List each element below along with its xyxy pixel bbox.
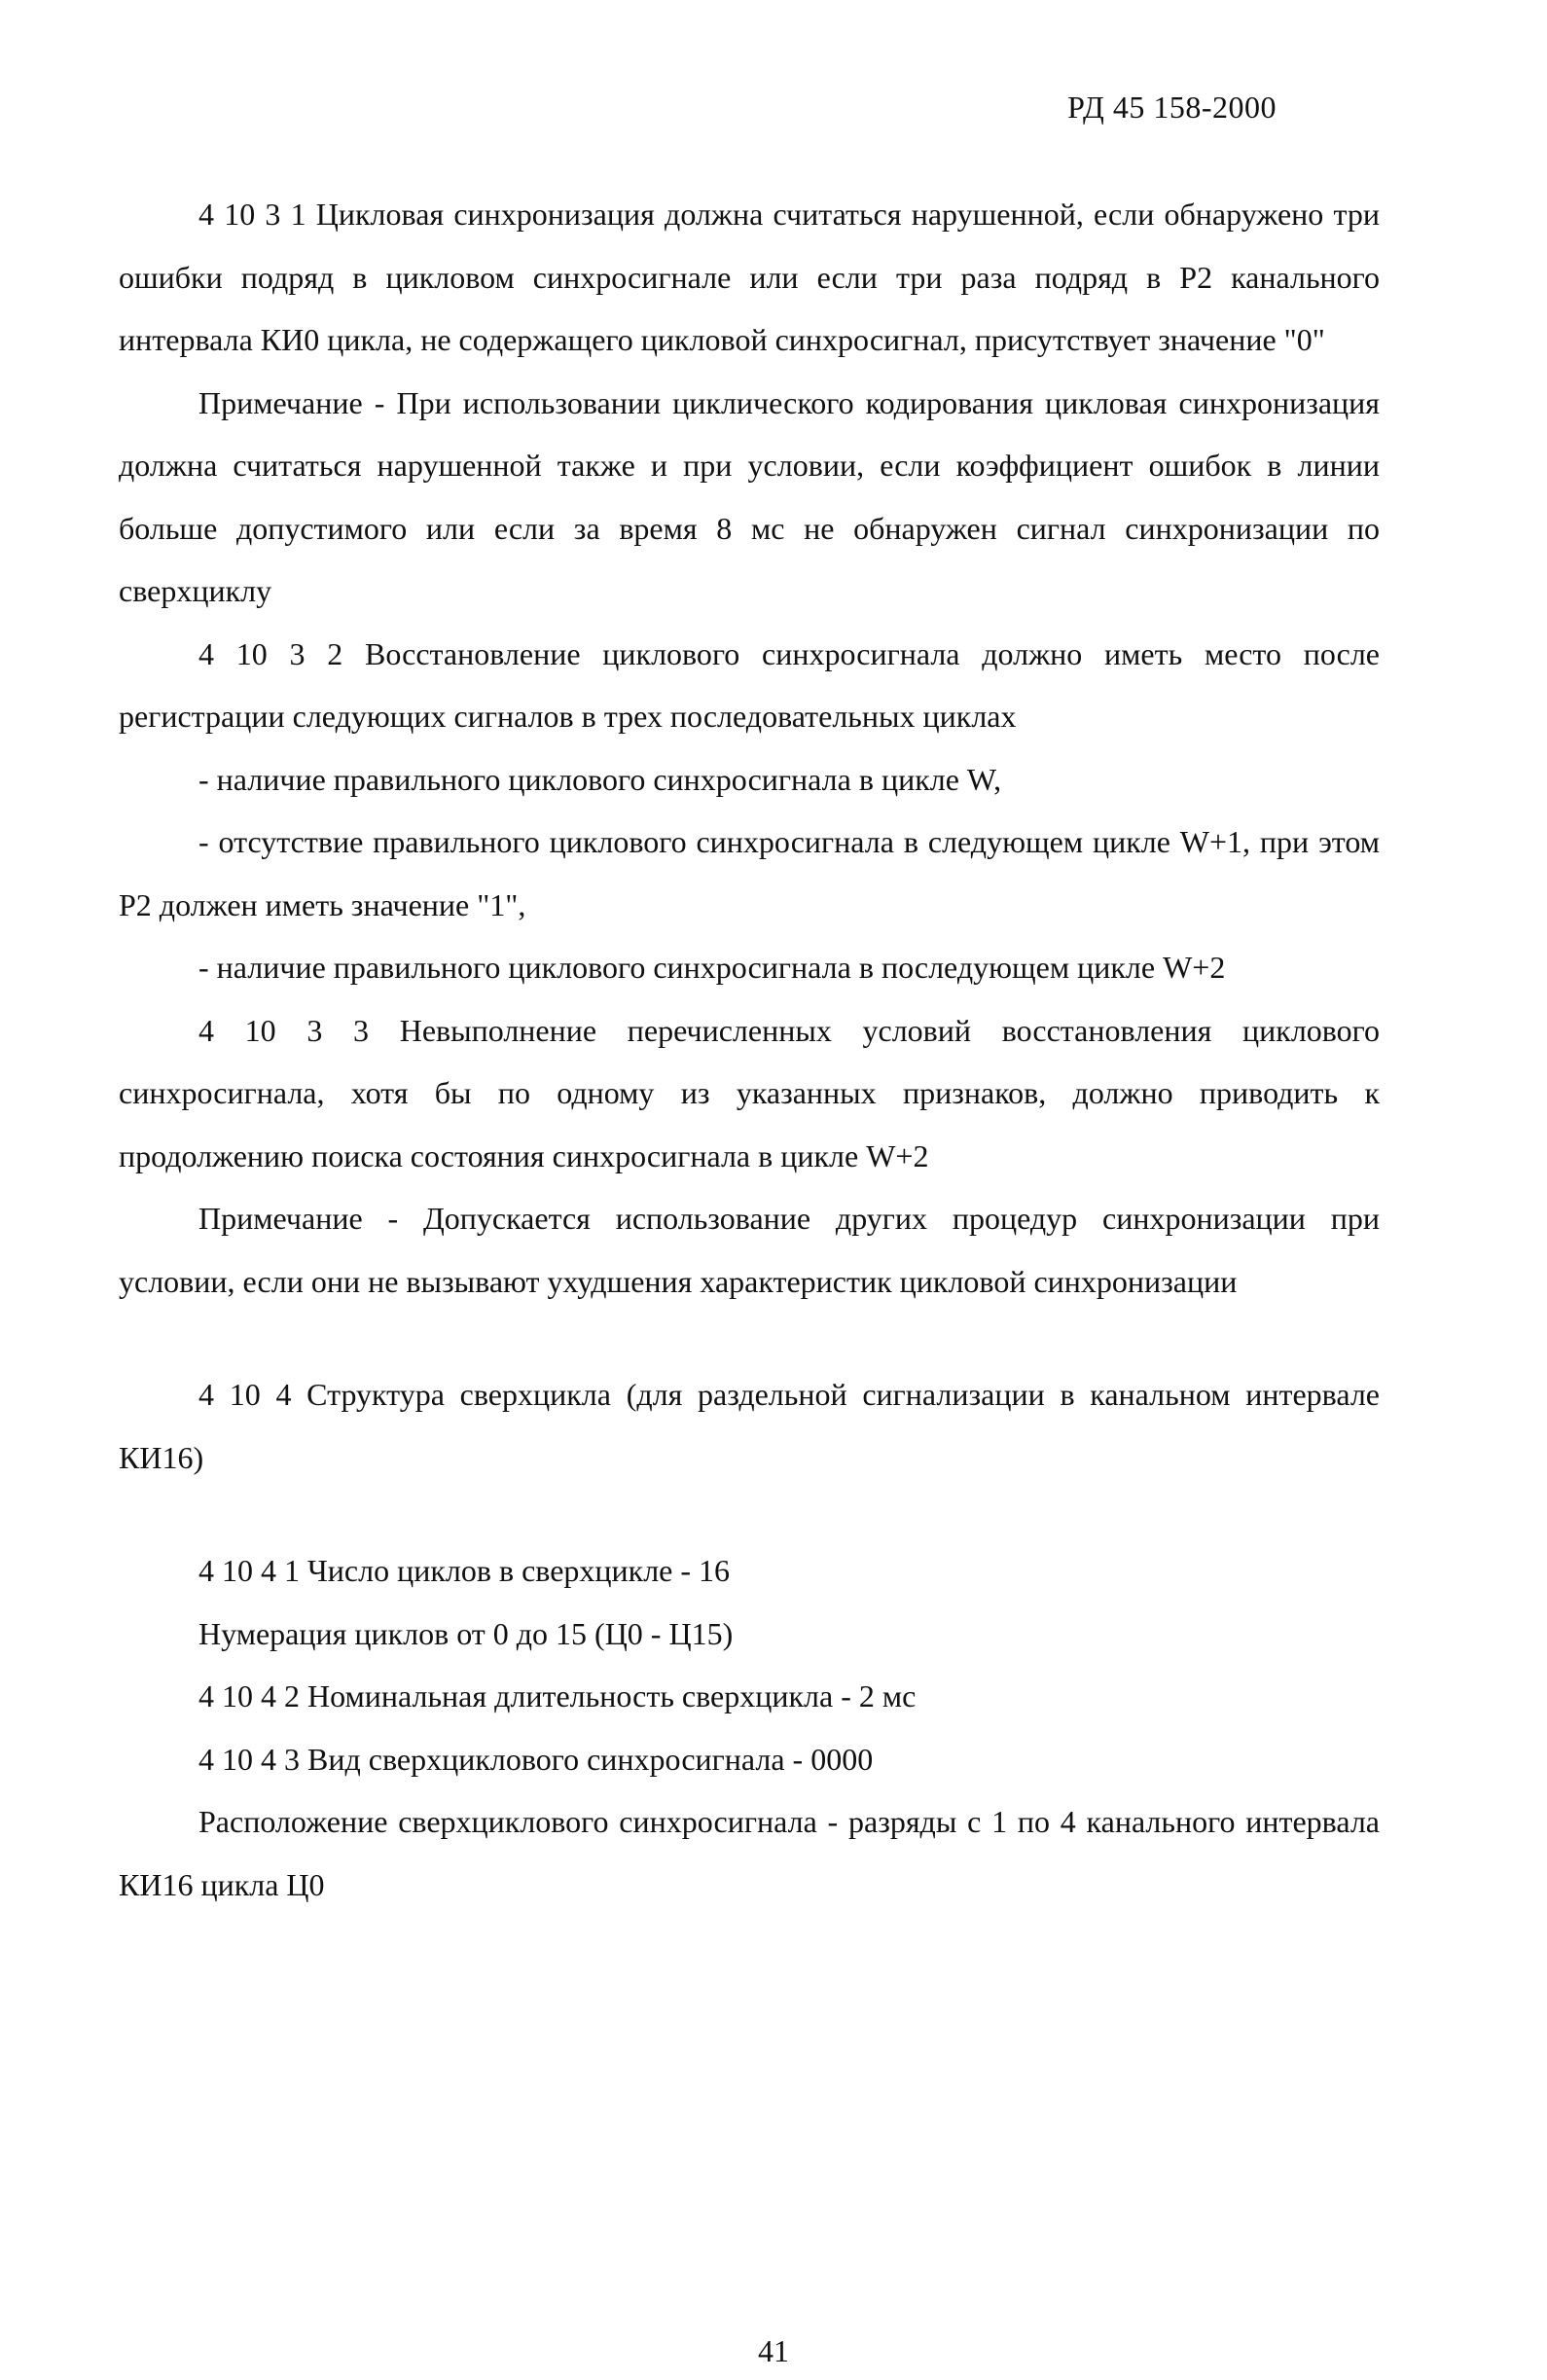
list-item-w: - наличие правильного циклового синхросигнала в цикле W, xyxy=(198,761,1002,797)
page-number: 41 xyxy=(758,2333,789,2368)
note-cyclic-coding: Примечание - При использовании циклического кодирования цикловая синхронизация должна считаться нарушенной также и при условии, если коэффициент ошибок в линии больше допустимого или если за время 8 мс не обнаружен сигнал синхронизации по сверхциклу xyxy=(119,384,1380,608)
paragraph-4-10-4-1: 4 10 4 1 Число циклов в сверхцикле - 16 xyxy=(198,1553,731,1588)
paragraph-4-10-4-3: 4 10 4 3 Вид сверхциклового синхросигнала - 0000 xyxy=(198,1741,874,1777)
paragraph-4-10-3-1: 4 10 3 1 Цикловая синхронизация должна считаться нарушенной, если обнаружено три ошибки подряд в цикловом синхросигнале или если три раза подряд в Р2 канального интервала КИ0 цикла, не содержащего цикловой синхросигнал, присутствует значение "0" xyxy=(119,197,1380,357)
paragraph-4-10-4-2: 4 10 4 2 Номинальная длительность сверхцикла - 2 мс xyxy=(198,1678,917,1713)
paragraph-4-10-3-3: 4 10 3 3 Невыполнение перечисленных условий восстановления циклового синхросигнала, хотя бы по одному из указанных признаков, должно приводить к продолжению поиска состояния синхросигнала в цикле W+2 xyxy=(119,1012,1380,1173)
list-item-w-plus-1: - отсутствие правильного циклового синхросигнала в следующем цикле W+1, при этом Р2 должен иметь значение "1", xyxy=(119,824,1380,922)
list-item-w-plus-2: - наличие правильного циклового синхросигнала в последующем цикле W+2 xyxy=(198,950,1226,985)
sync-signal-location: Расположение сверхциклового синхросигнала - разряды с 1 по 4 канального интервала КИ16 цикла Ц0 xyxy=(119,1804,1380,1902)
paragraph-4-10-4: 4 10 4 Структура сверхцикла (для раздельной сигнализации в канальном интервале КИ16) xyxy=(119,1377,1380,1475)
note-other-procedures: Примечание - Допускается использование других процедур синхронизации при условии, если они не вызывают ухудшения характеристик цикловой синхронизации xyxy=(119,1201,1380,1299)
document-body xyxy=(119,183,1380,1916)
cycle-numbering: Нумерация циклов от 0 до 15 (Ц0 - Ц15) xyxy=(198,1615,734,1651)
document-code-header: РД 45 158-2000 xyxy=(1067,90,1277,125)
paragraph-4-10-3-2: 4 10 3 2 Восстановление циклового синхросигнала должно иметь место после регистрации следующих сигналов в трех последовательных циклах xyxy=(119,635,1380,734)
